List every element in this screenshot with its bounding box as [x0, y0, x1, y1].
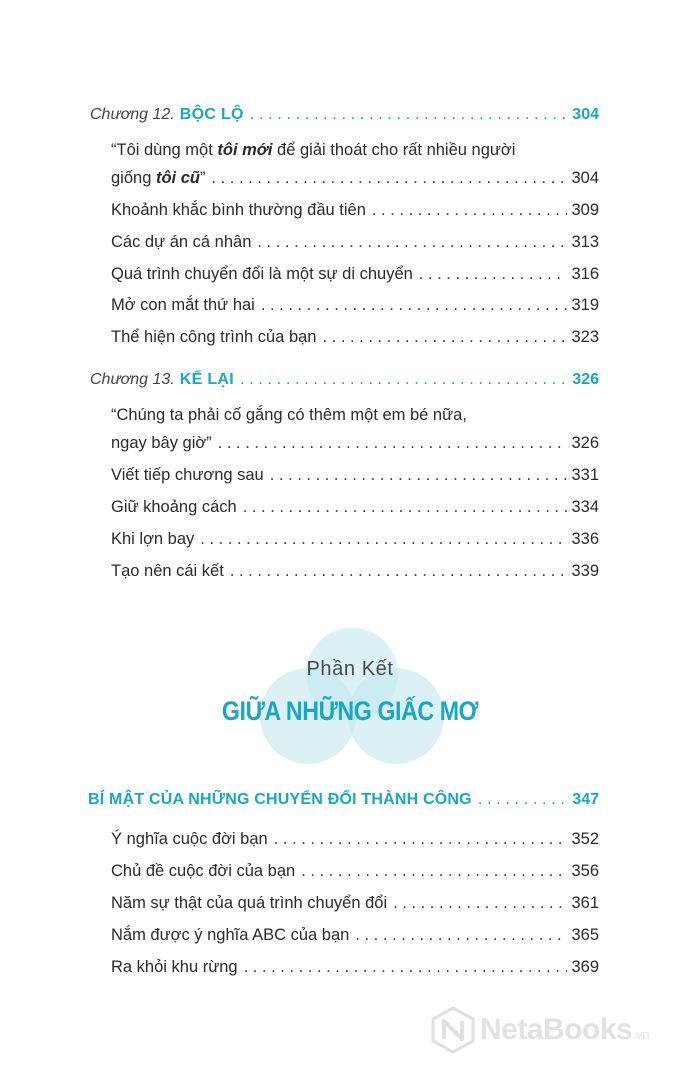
chapter-label: Chương 13. [90, 371, 175, 388]
toc-entry: Các dự án cá nhân . . . 313 [111, 232, 599, 252]
leader-dots [274, 829, 568, 849]
toc-entry: Tạo nên cái kết . . . 339 [111, 561, 599, 581]
page-number: 316 [571, 265, 599, 283]
leader-dots [322, 327, 567, 347]
section-title: BÍ MẬT CỦA NHỮNG CHUYỂN ĐỔI THÀNH CÔNG [88, 791, 472, 808]
leader-dots [200, 529, 567, 549]
toc-entry: Giữ khoảng cách . . . 334 [111, 497, 599, 517]
toc-entry: Mở con mắt thứ hai . . . 319 [111, 295, 599, 315]
leader-dots [270, 465, 568, 485]
leader-dots [257, 232, 567, 252]
leader-dots [478, 789, 568, 809]
leader-dots [301, 861, 567, 881]
toc-entry: Nắm được ý nghĩa ABC của bạn . . . 365 [111, 925, 599, 945]
page-number: 313 [571, 233, 599, 251]
toc-entry: Chủ đề cuộc đời của bạn . . . 356 [111, 861, 599, 881]
page-number: 323 [571, 328, 599, 346]
toc-entry: Khi lợn bay . . . 336 [111, 529, 599, 549]
page-number: 352 [571, 830, 599, 848]
toc-entry: giống tôi cũ” . . . 304 [111, 168, 599, 188]
page-number: 319 [571, 296, 599, 314]
page-number: 361 [571, 894, 599, 912]
leader-dots [372, 200, 568, 220]
leader-dots [393, 893, 567, 913]
chapter-title: KỂ LẠI [179, 371, 234, 388]
leader-dots [243, 497, 568, 517]
toc-entry: Năm sự thật của quá trình chuyển đổi . . . 361 [111, 893, 599, 913]
leader-dots [250, 104, 569, 124]
toc-entry: Thể hiện công trình của bạn . . . 323 [111, 327, 599, 347]
page-number: 326 [572, 371, 599, 388]
leader-dots [355, 925, 567, 945]
chapter-title: BỘC LỘ [179, 106, 244, 123]
page-number: 336 [571, 530, 599, 548]
leader-dots [419, 264, 568, 284]
toc-entry: Quá trình chuyển đổi là một sự di chuyển . . . 316 [111, 264, 599, 284]
watermark-text: NetaBooks.vn [480, 1013, 650, 1046]
chapter-12-heading [90, 104, 599, 125]
page-number: 369 [571, 958, 599, 976]
part-label: Phần Kết [306, 658, 394, 680]
page-number: 326 [571, 434, 599, 452]
page-number: 356 [571, 862, 599, 880]
page-number: 339 [571, 562, 599, 580]
leader-dots [244, 957, 568, 977]
leader-dots [211, 168, 567, 188]
toc-entry: Ra khỏi khu rừng . . . 369 [111, 957, 599, 977]
toc-entry-line: “Tôi dùng một tôi mới để giải thoát cho rất nhiều người [111, 141, 516, 159]
netabooks-logo-icon [431, 1006, 475, 1054]
section-heading [88, 789, 599, 810]
leader-dots [261, 295, 568, 315]
page-number: 304 [572, 106, 599, 123]
toc-entry-line: “Chúng ta phải cố gắng có thêm một em bé nữa, [111, 406, 467, 424]
page-number: 309 [571, 201, 599, 219]
page-number: 304 [571, 169, 599, 187]
toc-entry: Viết tiếp chương sau . . . 331 [111, 465, 599, 485]
page-number: 347 [572, 791, 599, 808]
chapter-label: Chương 12. [90, 106, 175, 123]
page-number: 365 [571, 926, 599, 944]
leader-dots [230, 561, 568, 581]
page-number: 334 [571, 498, 599, 516]
toc-entry: Khoảnh khắc bình thường đầu tiên . . . 309 [111, 200, 599, 220]
page-number: 331 [571, 466, 599, 484]
leader-dots [218, 433, 568, 453]
toc-entry: ngay bây giờ” . . . 326 [111, 433, 599, 453]
leader-dots [240, 369, 568, 389]
toc-entry: Ý nghĩa cuộc đời bạn . . . 352 [111, 829, 599, 849]
chapter-13-heading [90, 369, 599, 390]
part-title: GIỮA NHỮNG GIẤC MƠ [221, 696, 479, 726]
